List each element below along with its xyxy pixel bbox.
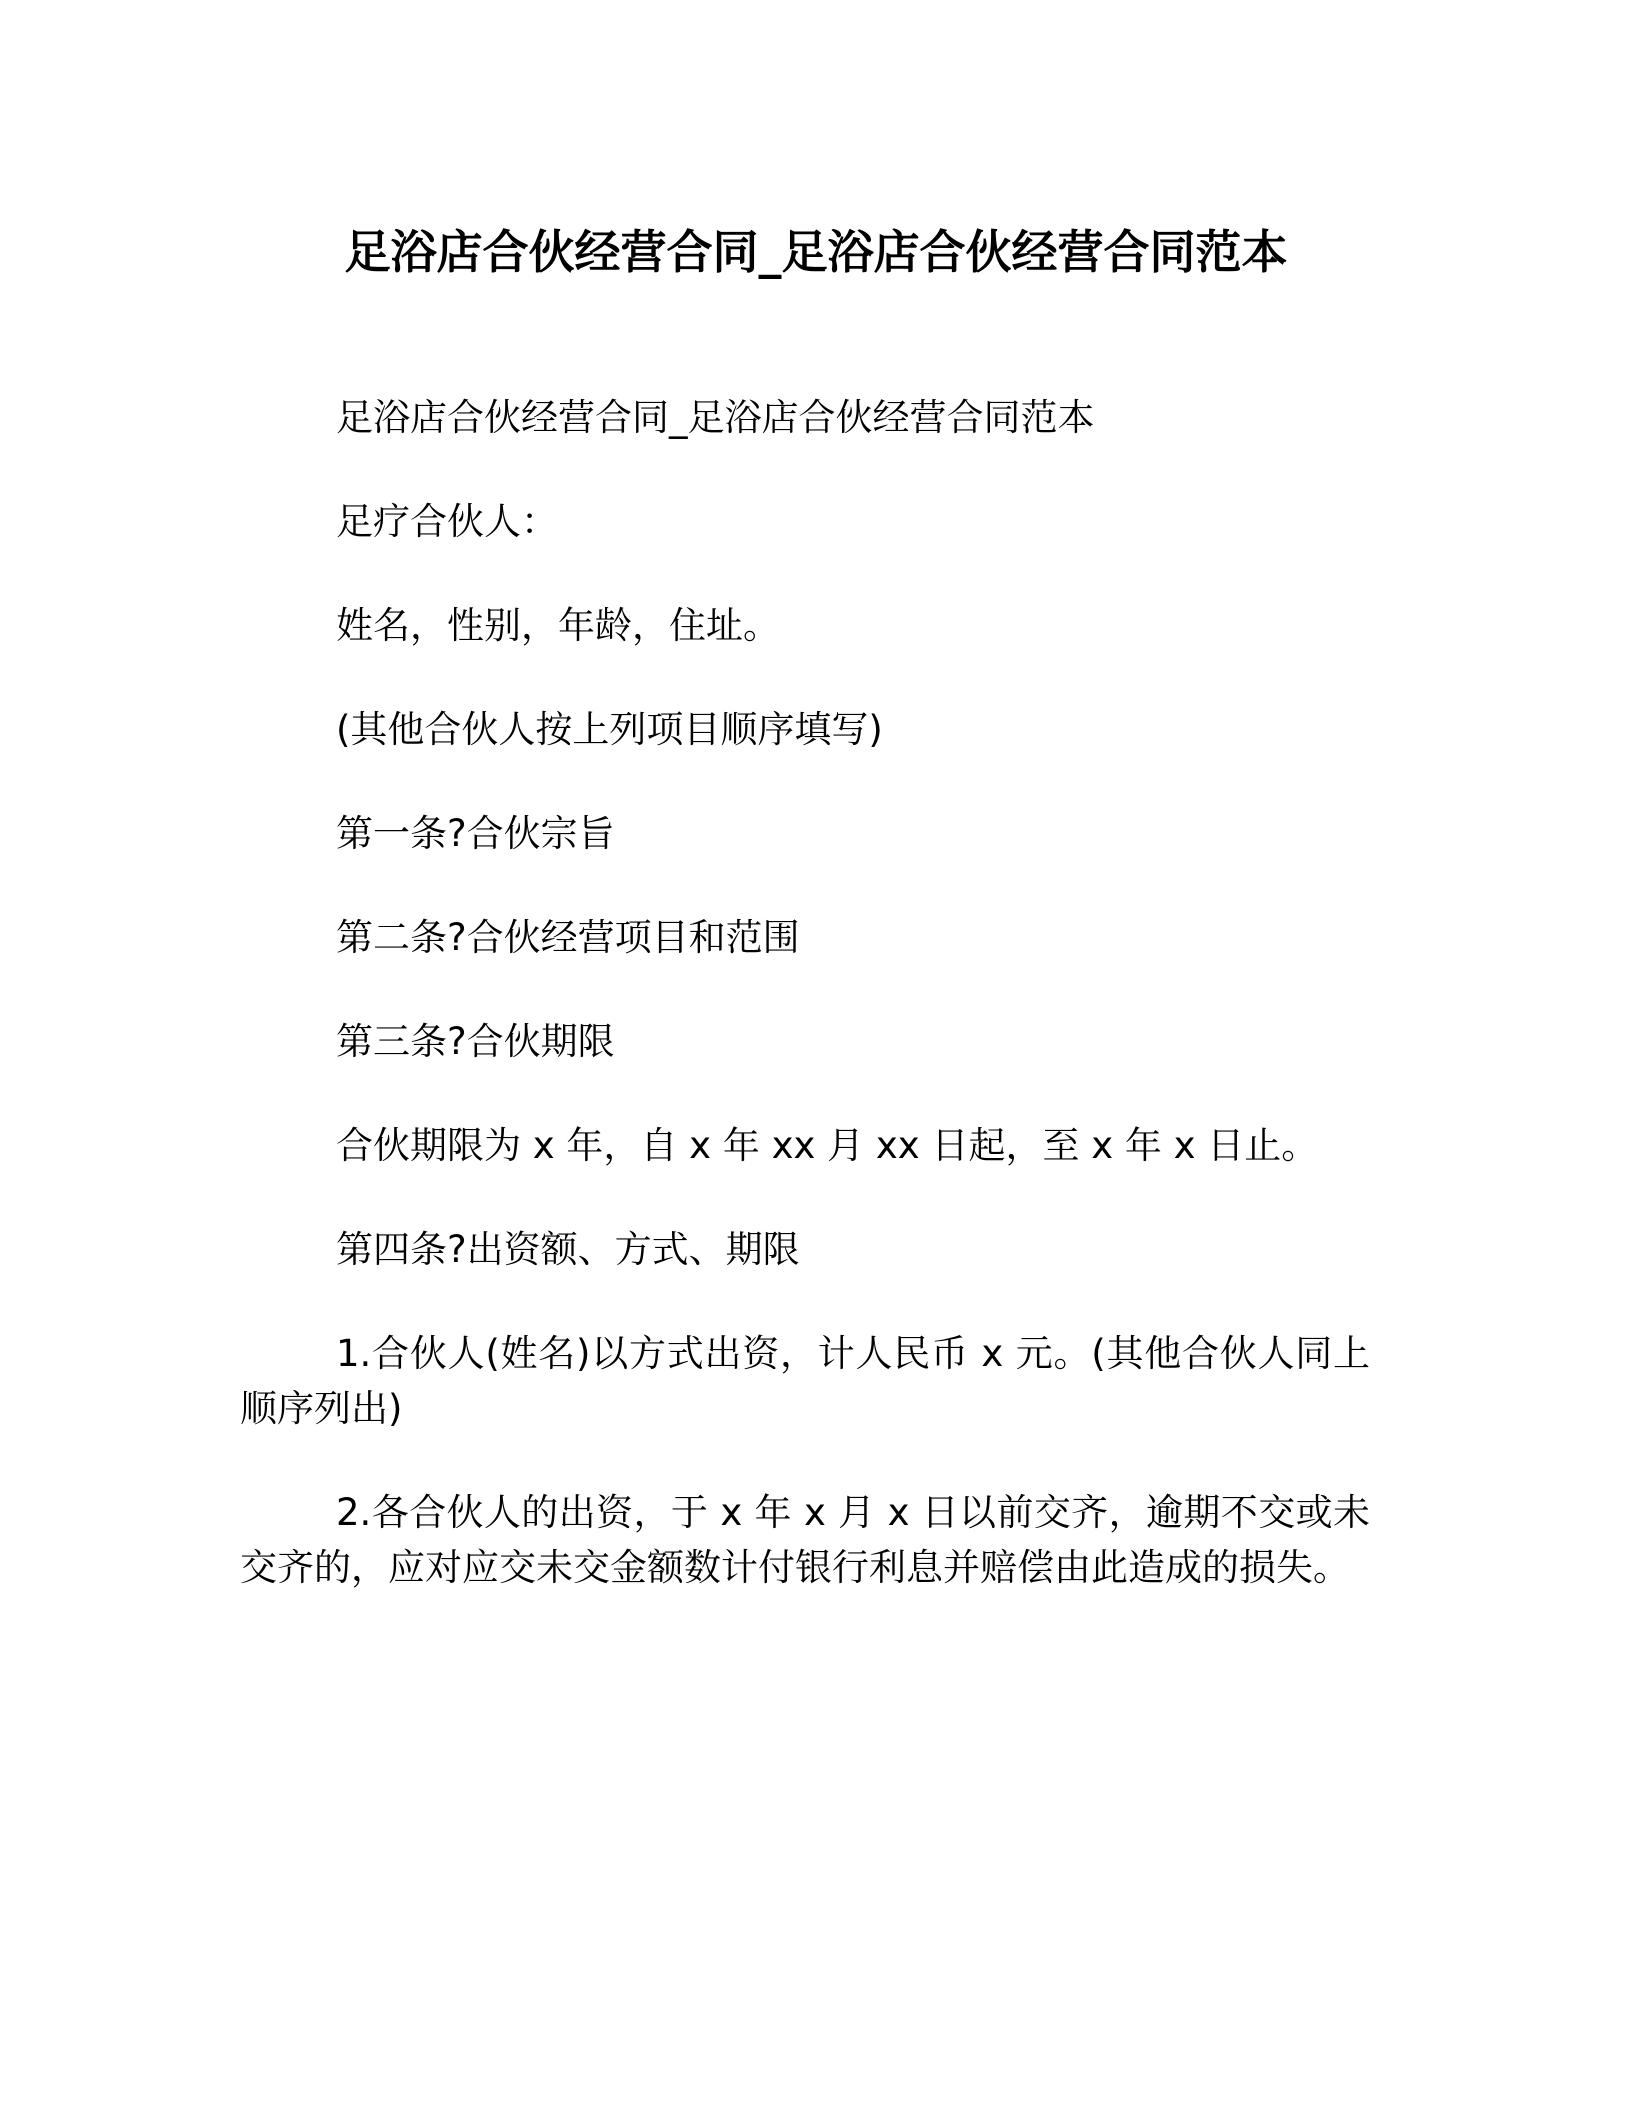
partner-heading: 足疗合伙人： [336,500,558,543]
article-2-heading: 第二条?合伙经营项目和范围 [336,916,800,959]
contribution-clause-1: 1.合伙人(姓名)以方式出资，计人民币 x 元。(其他合伙人同上顺序列出) [240,1332,1370,1430]
document-body [240,390,1370,1595]
contribution-clause-2: 2.各合伙人的出资，于 x 年 x 月 x 日以前交齐，逾期不交或未交齐的，应对应交未交金额数计付银行利息并赔偿由此造成的损失。 [240,1491,1370,1589]
partner-note: (其他合伙人按上列项目顺序填写) [336,708,883,751]
article-1-heading: 第一条?合伙宗旨 [336,812,615,855]
term-paragraph: 合伙期限为 x 年，自 x 年 xx 月 xx 日起，至 x 年 x 日止。 [336,1124,1319,1167]
article-3-heading: 第三条?合伙期限 [336,1020,615,1063]
subtitle-paragraph: 足浴店合伙经营合同_足浴店合伙经营合同范本 [336,396,1095,439]
article-4-heading: 第四条?出资额、方式、期限 [336,1228,800,1271]
document-title: 足浴店合伙经营合同_足浴店合伙经营合同范本 [344,225,1288,279]
partner-info-line: 姓名，性别，年龄，住址。 [336,604,780,647]
